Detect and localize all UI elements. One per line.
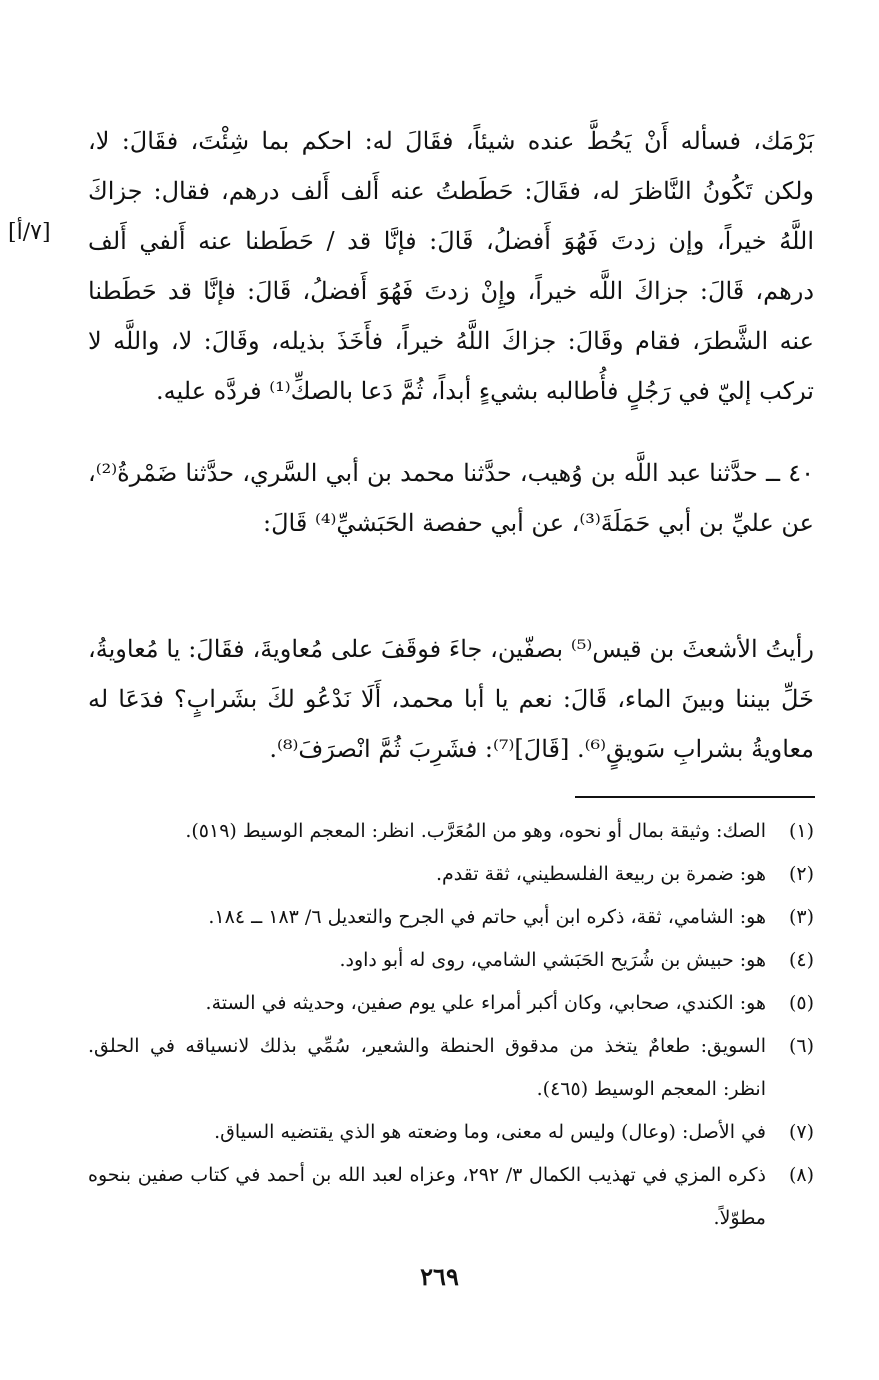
footnote-text: هو: ضمرة بن ربيعة الفلسطيني، ثقة تقدم.: [435, 863, 766, 885]
footnote-item: [88, 896, 814, 939]
footnote-item: [88, 939, 814, 982]
page-number: ٢٦٩: [420, 1262, 459, 1291]
footnote-number: (٧): [788, 1121, 814, 1143]
footnote-number: (٨): [788, 1164, 814, 1186]
footnote-text: هو: حبيش بن شُرَيح الحَبَشي الشامي، روى له أبو داود.: [339, 949, 766, 971]
footnote-text: ذكره المزي في تهذيب الكمال ٣/ ٢٩٢، وعزاه لعبد الله بن أحمد في كتاب صفين بنحوه مطوّلاً.: [88, 1164, 766, 1229]
footnote-number: (٤): [788, 949, 814, 971]
footnote-item: [88, 810, 814, 853]
footnote-number: (٥): [788, 992, 814, 1014]
footnote-number: (١): [788, 820, 814, 842]
footnote-separator-line: [575, 796, 815, 798]
footnote-item: [88, 1154, 814, 1240]
paragraph-2-hadith-40: [88, 448, 814, 548]
footnote-item: [88, 1025, 814, 1111]
footnotes-list: [88, 810, 814, 1240]
footnote-text: الصك: وثيقة بمال أو نحوه، وهو من المُعَرَّب. انظر: المعجم الوسيط (٥١٩).: [185, 820, 766, 842]
footnote-number: (٢): [788, 863, 814, 885]
paragraph-3-text: رأيتُ الأشعثَ بن قيس⁽⁵⁾ بصفّين، جاءَ فوقَفَ على مُعاويةَ، فقَالَ: يا مُعاويةُ، خَلِّ بيننا وبينَ الماء، قَالَ: نعم يا أبا محمد، أَلَا نَدْعُو لكَ بشَرابٍ؟ فدَعَا له معاويةُ بشرابِ سَويقٍ⁽⁶⁾. [قَالَ]⁽⁷⁾: فشَرِبَ ثُمَّ انْصرَفَ⁽⁸⁾.: [88, 635, 815, 763]
footnote-item: [88, 982, 814, 1025]
paragraph-1: [88, 116, 814, 416]
footnote-text: هو: الكندي، صحابي، وكان أكبر أمراء علي يوم صفين، وحديثه في الستة.: [205, 992, 766, 1014]
paragraph-3: [88, 624, 814, 774]
paragraph-1-text: بَرْمَك، فسأله أَنْ يَحُطَّ عنده شيئاً، فقَالَ له: احكم بما شِئْتَ، فقَالَ: لا، ولكن تَكُونُ النَّاظرَ له، فقَالَ: حَطَطتُ عنه أَلف أَلف درهم، فقال: جزاكَ اللَّهُ خيراً، وإن زدتَ فَهُوَ أَفضلُ، قَالَ: فإنَّا قد / حَطَطنا عنه أَلفي أَلف درهم، قَالَ: جزاكَ اللَّه خيراً، وإِنْ زدتَ فَهُوَ أَفضلُ، قَالَ: فإنَّا قد حَطَطنا عنه الشَّطرَ، فقام وقَالَ: جزاكَ اللَّهُ خيراً، فأَخَذَ بذيله، وقَالَ: لا، واللَّه لا تركب إليّ في رَجُلٍ فأُطالبه بشيءٍ أبداً، ثُمَّ دَعا بالصكِّ⁽¹⁾ فردَّه عليه.: [88, 127, 814, 405]
footnote-text: السويق: طعامٌ يتخذ من مدقوق الحنطة والشعير، سُمِّي بذلك لانسياقه في الحلق. انظر: المعجم الوسيط (٤٦٥).: [88, 1035, 766, 1100]
footnote-text: هو: الشامي، ثقة، ذكره ابن أبي حاتم في الجرح والتعديل ٦/ ١٨٣ ــ ١٨٤.: [208, 906, 766, 928]
paragraph-2-text: ٤٠ ــ حدَّثنا عبد اللَّه بن وُهيب، حدَّثنا محمد بن أبي السَّري، حدَّثنا ضَمْرةُ⁽²⁾، عن عليِّ بن أبي حَمَلَةَ⁽³⁾، عن أبي حفصة الحَبَشيِّ⁽⁴⁾ قَالَ:: [88, 459, 814, 537]
footnote-item: [88, 853, 814, 896]
footnote-number: (٣): [788, 906, 814, 928]
manuscript-folio-marker: [٧/أ]: [8, 220, 51, 245]
footnote-number: (٦): [788, 1035, 814, 1057]
footnote-item: [88, 1111, 814, 1154]
footnote-text: في الأصل: (وعال) وليس له معنى، وما وضعته هو الذي يقتضيه السياق.: [214, 1121, 766, 1143]
